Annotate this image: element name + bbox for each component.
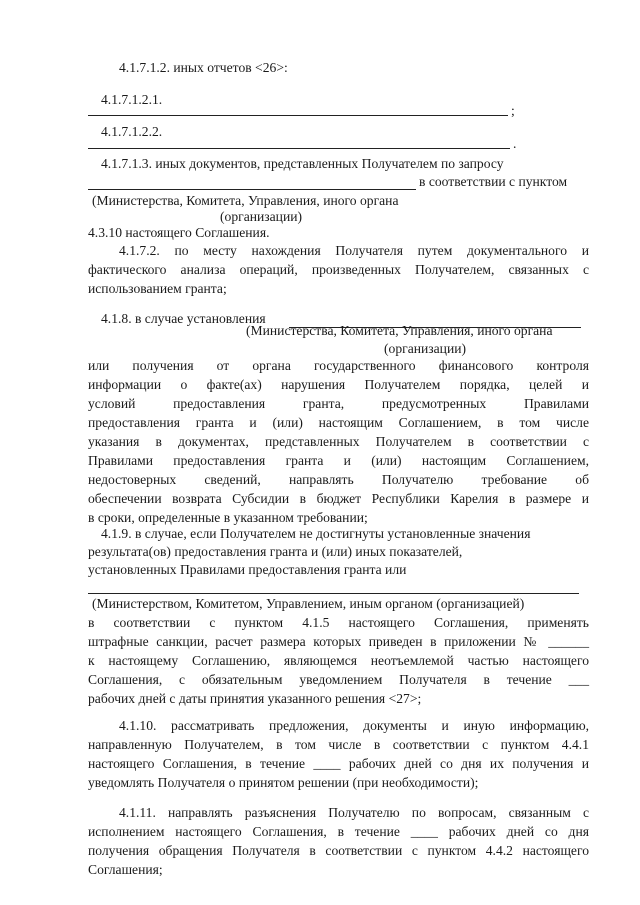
- hint-caption: (Министерства, Комитета, Управления, иного органа: [92, 193, 399, 208]
- clause-text: информации о факте(ах) нарушения Получателем порядка, целей и: [88, 377, 589, 392]
- clause-4-1-11: 4.1.11. направлять разъяснения Получателю по вопросам, связанным с: [119, 805, 589, 820]
- clause-4-1-10: 4.1.10. рассматривать предложения, документы и иную информацию,: [119, 718, 589, 733]
- clause-text: в сроки, определенные в указанном требовании;: [88, 510, 368, 525]
- clause-text: в соответствии с пунктом: [419, 174, 568, 189]
- clause-text: Соглашения;: [88, 862, 163, 877]
- clause-4-1-7-2: 4.1.7.2. по месту нахождения Получателя путем документального и: [119, 243, 589, 258]
- clause-text: уведомлять Получателя о принятом решении (при необходимости);: [88, 775, 479, 790]
- clause-text: в соответствии с пунктом 4.1.5 настоящего Соглашения, применять: [88, 615, 589, 630]
- clause-text: настоящего Соглашения, в течение ____ рабочих дней со дня их получения и: [88, 756, 589, 771]
- clause-text: условий предоставления гранта, предусмотренных Правилами: [88, 396, 589, 411]
- semicolon: ;: [511, 103, 515, 118]
- clause-text: фактического анализа операций, произведенных Получателем, связанных с: [88, 262, 589, 277]
- clause-text: результата(ов) предоставления гранта и (или) иных показателей,: [88, 544, 463, 559]
- clause-text: рабочих дней с даты принятия указанного решения <27>;: [88, 691, 422, 706]
- clause-text: Соглашения, с обязательным уведомлением Получателя в течение ___: [88, 672, 589, 687]
- clause-text: направленную Получателем, в том числе в соответствии с пунктом 4.4.1: [88, 737, 589, 752]
- clause-4-1-7-1-2-1: 4.1.7.1.2.1.: [101, 92, 163, 107]
- blank-line: [88, 593, 579, 594]
- period: .: [513, 136, 517, 151]
- blank-line: [88, 115, 508, 116]
- clause-4-1-8: 4.1.8. в случае установления: [101, 311, 266, 326]
- clause-4-1-9: 4.1.9. в случае, если Получателем не достигнуты установленные значения: [101, 526, 531, 541]
- clause-text: недостоверных сведений, направлять Получателю требование об: [88, 472, 589, 487]
- hint-caption: (организации): [384, 341, 467, 356]
- clause-text: исполнением настоящего Соглашения, в течение ____ рабочих дней со дня: [88, 824, 589, 839]
- clause-text: штрафные санкции, расчет размера которых приведен в приложении № ______: [88, 634, 589, 649]
- clause-text: 4.3.10 настоящего Соглашения.: [88, 225, 270, 240]
- clause-text: к настоящему Соглашению, являющемся неотъемлемой частью настоящего: [88, 653, 589, 668]
- hint-caption: (Министерства, Комитета, Управления, иного органа: [246, 323, 553, 338]
- clause-4-1-7-1-2: 4.1.7.1.2. иных отчетов <26>:: [119, 60, 288, 75]
- clause-text: или получения от органа государственного финансового контроля: [88, 358, 589, 373]
- hint-caption: (организации): [220, 209, 303, 224]
- clause-4-1-7-1-3: 4.1.7.1.3. иных документов, представленных Получателем по запросу: [101, 156, 504, 171]
- clause-text: получения обращения Получателя в соответствии с пунктом 4.4.2 настоящего: [88, 843, 589, 858]
- clause-4-1-7-1-2-2: 4.1.7.1.2.2.: [101, 124, 163, 139]
- blank-line: [88, 148, 510, 149]
- clause-text: предоставления гранта и (или) настоящим Соглашением, в том числе: [88, 415, 589, 430]
- clause-text: Правилами предоставления гранта и (или) настоящим Соглашением,: [88, 453, 589, 468]
- hint-caption: (Министерством, Комитетом, Управлением, иным органом (организацией): [92, 596, 525, 611]
- clause-text: обеспечении возврата Субсидии в бюджет Республики Карелия в размере и: [88, 491, 589, 506]
- clause-text: указания в документах, представленных Получателем в соответствии с: [88, 434, 589, 449]
- clause-text: установленных Правилами предоставления гранта или: [88, 562, 407, 577]
- clause-text: использованием гранта;: [88, 281, 227, 296]
- blank-line: [88, 189, 416, 190]
